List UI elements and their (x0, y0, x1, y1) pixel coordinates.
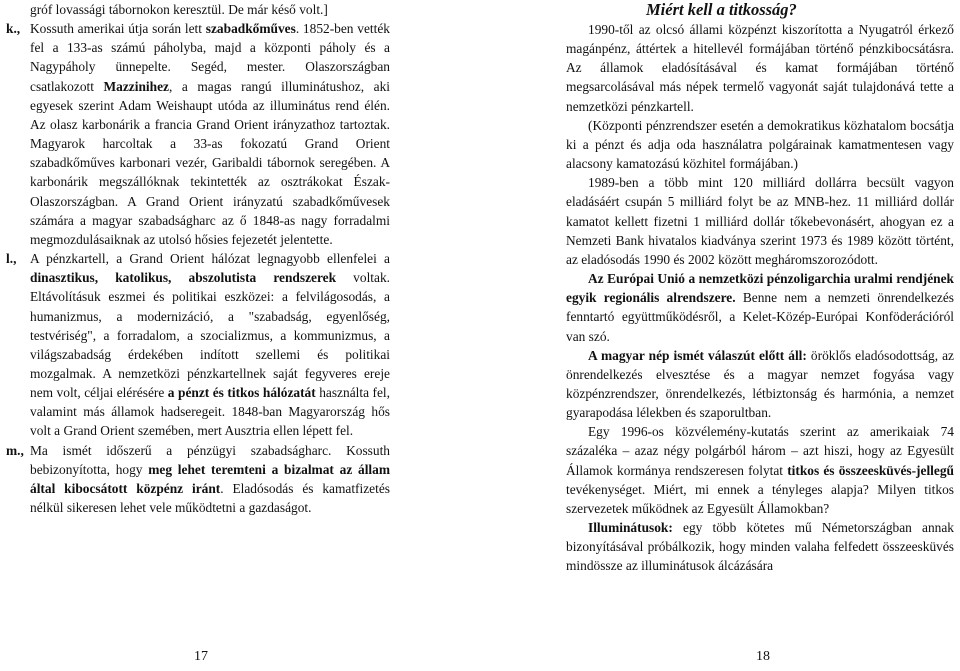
body-paragraph (566, 518, 954, 575)
body-paragraph (566, 20, 954, 116)
bold-text-run: Illuminátusok: (588, 520, 673, 536)
right-page-text (566, 0, 954, 576)
text-run: 1989-ben a több mint 120 milliárd dollárra becsült vagyon eladásáért csupán 5 milliárd folyt be az MNB-hez. 11 milliárd dollár kamatot kellett fizetni 1 milliárd dollár tőkebevonásért, ahogyan ez a Nemzeti Bank hivatalos kiadványa szerint 1973 és 1989 között történt, az eladósodás 1990 és 2002 között megháromszorozódott. (566, 175, 954, 267)
bold-text-run: Az Európai Unió a nemzetközi pénzoligarchia uralmi rendjének egyik regionális alrendszere. (566, 271, 954, 306)
bold-text-run: A magyar nép ismét válaszút előtt áll: (588, 347, 807, 363)
text-run: Kossuth amerikai útja során lett (30, 21, 206, 37)
bold-text-run: szabadkőműves (205, 21, 296, 37)
text-run: voltak. Eltávolításuk eszmei és politikai eszközei: a felvilágosodás, a humanizmus, a modernizáció, a "szabadság, egyenlőség, testvériség", a forradalom, a szocializmus, a kommunizmus, a világszabadság érdekében indított szellemi és politikai mozgalmak. A nemzetközi pénzkartellnek saját fegyveres ereje nem volt, céljai elérésére (30, 270, 390, 401)
list-item-text (30, 249, 390, 441)
bold-text-run: a pénzt és titkos hálózatát (167, 385, 316, 401)
list-item-text (30, 441, 390, 518)
bold-text-run: dinasztikus, katolikus, abszolutista rendszerek (30, 270, 337, 286)
text-run: használta fel, valamint más államok hadseregeit. 1848-ban Magyarország hős volt a Grand Orient szemében, mert Ausztria ellen lépett fel. (30, 385, 390, 439)
body-paragraph (566, 269, 954, 346)
list-item-text (30, 19, 390, 249)
text-run: Benne nem a nemzeti önrendelkezés fenntartó együttműködésről, a Kelet-Közép-Európai Konföderációról van szó. (566, 290, 954, 344)
bold-text-run: titkos és összeesküvés-jellegű (787, 462, 954, 478)
bold-text-run: Mazzinihez (103, 78, 169, 94)
right-page (480, 0, 960, 671)
text-run: 1990-től az olcsó állami közpénzt kiszorította a Nyugatról érkező magánpénz, áttértek a hitellevél formájában történő pénzkibocsátásra. Az államok eladósításával és kamat formájában történő megsarcolásával más népek termelő vagyonát saját tulajdonává tette a nemzetközi pénzkartell. (566, 22, 954, 114)
list-item-label: m., (6, 442, 24, 458)
list-item (6, 19, 390, 249)
text-run: . 1852-ben vették fel a 133-as számú páholyba, majd a központi páholy és a Nagypáholy ünnepelte. Segéd, mester. Olaszországban csatlakozott (30, 21, 390, 94)
body-paragraph (566, 346, 954, 423)
continuation-paragraph (6, 0, 390, 19)
text-run: gróf lovassági tábornokon keresztül. De már késő volt.] (30, 2, 328, 17)
text-run: A pénzkartell, a Grand Orient hálózat legnagyobb ellenfelei a (30, 251, 390, 267)
text-run: . Eladósodás és kamatfizetés nélkül sikeresen lehet vele működtetni a gazdaságot. (30, 480, 390, 516)
body-paragraph (566, 422, 954, 518)
list-item-label: l., (6, 251, 17, 267)
body-paragraph (566, 116, 954, 173)
text-run: (Központi pénzrendszer esetén a demokratikus közhatalom bocsátja ki a pénzt és adja oda használatra polgárainak kamatmentesen vagy alacsony kamatozású közhitel formájában.) (566, 117, 954, 172)
text-run: , a magas rangú illuminátushoz, aki egyesek szerint Adam Weishaupt utóda az illuminátus rend élén. Az olasz karbonárik a francia Grand Orient irányzathoz tartoztak. Magyarok harcoltak a 33-as fokozatú Grand Orient szabadkőműves karbonari vezér, Garibaldi tábornok seregében. A karbonárik megszállóknak tekintették az osztrákokat Észak-Olaszországban. A Grand Orient irányzatú szabadkőművesek számára a magyar szabadságharc az ő 1848-as nagy forradalmi megmozdulásaiknak az utolsó hősies fejezetét jelentette. (30, 78, 390, 247)
left-page-number: 17 (194, 649, 208, 664)
text-run: egy több kötetes mű Németországban annak bizonyításával próbálkozik, hogy minden valaha felfedett összeesküvés mindössze az illuminátusok álcázására (566, 520, 954, 574)
text-run: öröklős eladósodottság, az önrendelkezés elvesztése és a magyar nemzet fogyása vagy közpénzrendszer, önrendelkezés, létbiztonság és harmónia, a nemzet gyarapodása lélekben és szaporultban. (566, 347, 954, 421)
text-run: Ma ismét időszerű a pénzügyi szabadságharc. Kossuth bebizonyította, hogy (30, 442, 390, 477)
list-item (6, 249, 390, 441)
right-page-number: 18 (756, 649, 770, 664)
left-page-text (6, 0, 390, 517)
body-paragraph (566, 173, 954, 269)
text-run: tevékenységet. Miért, mi ennek a tényleges alapja? Milyen titkos szervezetek működnek az Egyesült Államokban? (566, 481, 954, 516)
bold-text-run: meg lehet teremteni a bizalmat az állam által kibocsátott közpénz iránt (30, 461, 390, 496)
list-item (6, 441, 390, 518)
list-item-label: k., (6, 21, 21, 37)
section-heading: Miért kell a titkosság? (646, 0, 797, 19)
text-run: Egy 1996-os közvélemény-kutatás szerint az amerikaiak 74 százaléka – azaz négy polgárból három – azt hiszi, hogy az Egyesült Államok kormánya rendszeresen folytat (566, 424, 954, 478)
